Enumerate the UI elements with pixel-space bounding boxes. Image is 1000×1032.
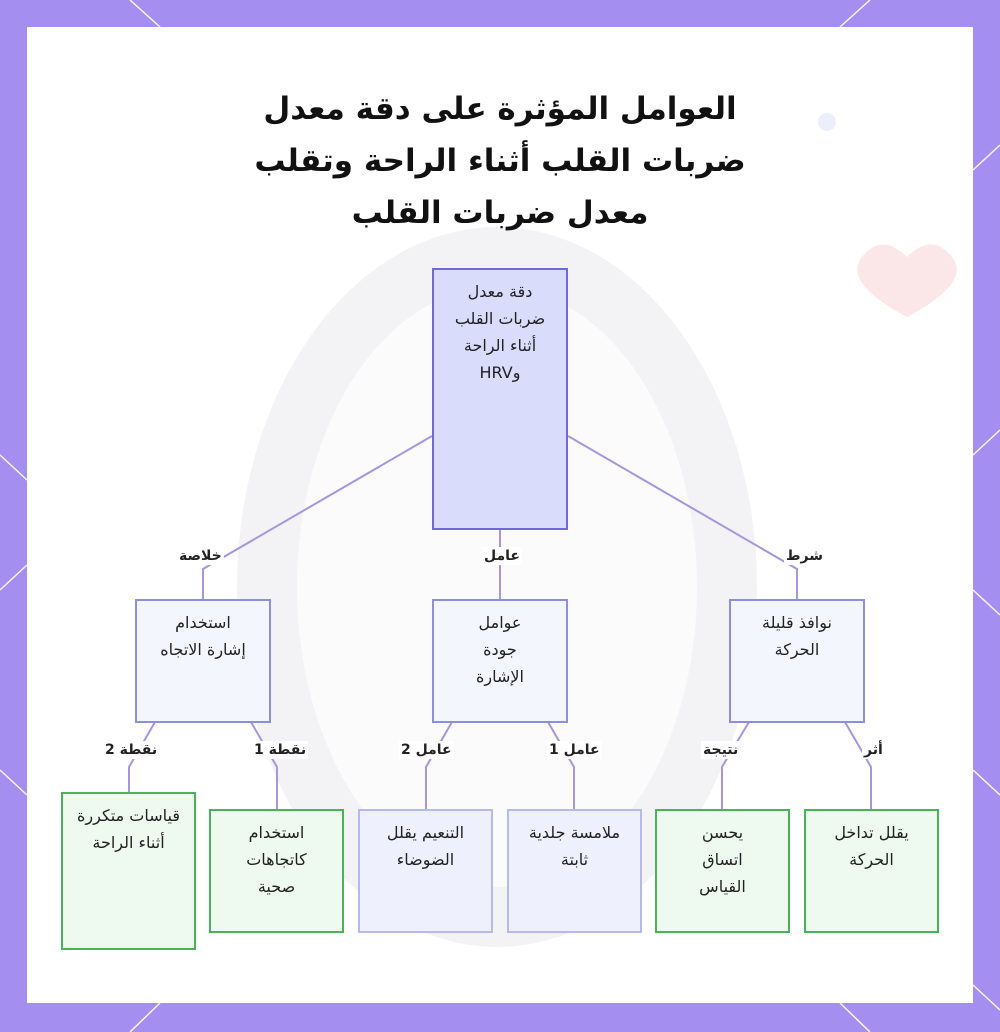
root-node	[432, 268, 568, 530]
edge-signal-contact	[548, 722, 574, 809]
edge-root-motion	[568, 436, 797, 599]
flow-diagram	[27, 27, 973, 1003]
node-trend-signal-label: استخدام إشارة الاتجاه	[160, 613, 246, 659]
edge-label-point-2: نقطة 2	[105, 742, 158, 758]
node-stable-skin-contact-label: ملامسة جلدية ثابتة	[528, 823, 621, 869]
edge-label-effect: أثر	[864, 742, 883, 758]
node-use-as-health-trends-label: استخدام كاتجاهات صحية	[246, 823, 307, 896]
edge-motion-consistency	[722, 722, 749, 809]
node-signal-quality	[432, 599, 568, 723]
node-improves-consistency-label: يحسن اتساق القياس	[699, 823, 746, 896]
edge-label-condition: شرط	[786, 548, 824, 564]
node-motion-windows-label: نوافذ قليلة الحركة	[762, 613, 832, 659]
edge-root-trend	[203, 436, 432, 599]
edge-trend-health	[251, 722, 277, 809]
page-title: العوامل المؤثرة على دقة معدل ضربات القلب أثناء الراحة وتقلب معدل ضربات القلب	[254, 91, 746, 231]
edge-label-factor: عامل	[484, 548, 520, 564]
node-repeated-rest-measurements	[61, 792, 196, 950]
node-signal-quality-label: عوامل جودة الإشارة	[476, 613, 524, 686]
node-repeated-rest-measurements-label: قياسات متكررة أثناء الراحة	[77, 806, 180, 852]
node-stable-skin-contact	[507, 809, 642, 933]
edge-label-factor-1: عامل 1	[549, 742, 600, 758]
edge-label-conclusion: خلاصة	[179, 548, 222, 564]
node-smoothing-reduces-noise-label: التنعيم يقلل الضوضاء	[386, 823, 465, 869]
node-use-as-health-trends	[209, 809, 344, 933]
node-smoothing-reduces-noise	[358, 809, 493, 933]
edge-motion-interference	[845, 722, 871, 809]
node-motion-windows	[729, 599, 865, 723]
edge-label-point-1: نقطة 1	[254, 742, 307, 758]
node-less-motion-interference-label: يقلل تداخل الحركة	[834, 823, 909, 869]
edge-label-factor-2: عامل 2	[401, 742, 452, 758]
node-trend-signal	[135, 599, 271, 723]
node-less-motion-interference	[804, 809, 939, 933]
node-improves-consistency	[655, 809, 790, 933]
edge-signal-smoothing	[426, 722, 452, 809]
edge-label-result: نتيجة	[703, 742, 739, 758]
root-node-label: دقة معدل ضربات القلب أثناء الراحة وHRV	[454, 282, 546, 382]
content-panel	[27, 27, 973, 1003]
